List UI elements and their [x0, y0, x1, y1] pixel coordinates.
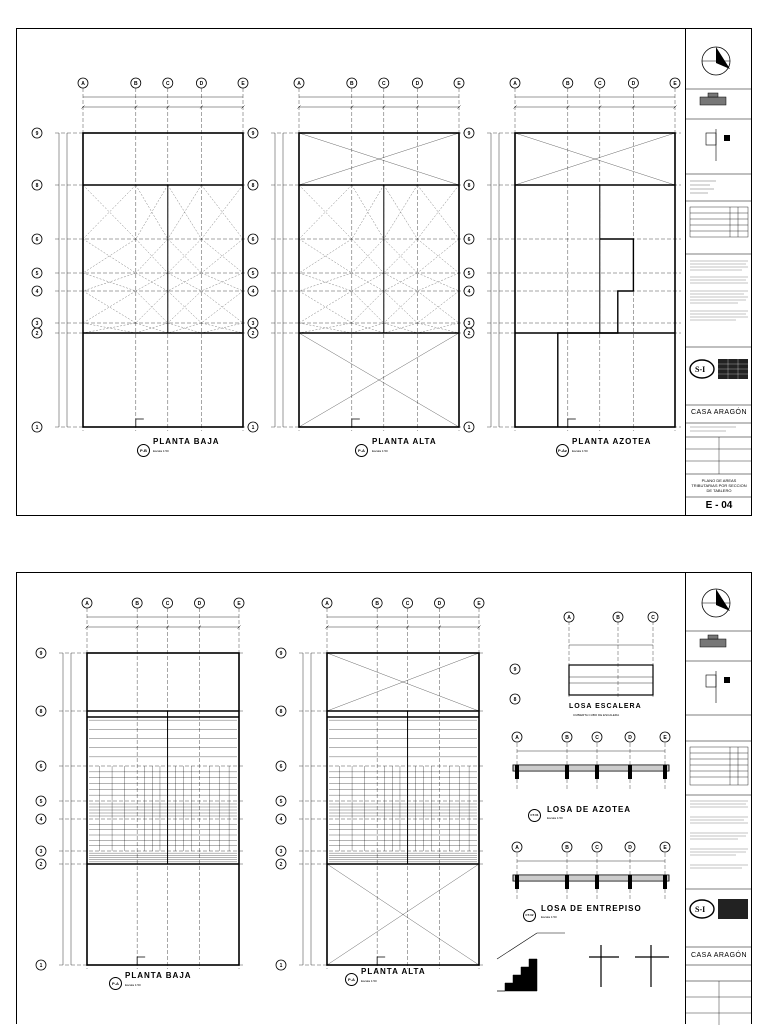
axis-bubble-b-label: B: [565, 845, 569, 851]
plan-tag: P-Az: [556, 444, 569, 457]
axis-bubble-b-label: B: [349, 81, 354, 87]
axis-bubble-d-label: D: [628, 845, 632, 851]
axis-bubble-4-label: 4: [279, 817, 283, 823]
axis-bubble-d-label: D: [415, 81, 420, 87]
axis-bubble-e-label: E: [237, 601, 241, 607]
axis-bubble-d-label: D: [199, 81, 204, 87]
axis-bubble-e-label: E: [673, 81, 677, 87]
axis-bubble-8-label: 8: [35, 183, 39, 189]
axis-bubble-1-label: 1: [251, 425, 255, 431]
beam-section: [515, 765, 519, 779]
plan-tag: P-B: [137, 444, 150, 457]
axis-bubble-3-label: 3: [251, 321, 255, 327]
section-scale: Escala 1:50: [541, 915, 557, 919]
axis-bubble-5-label: 5: [467, 271, 471, 277]
sheet-number: E - 04: [705, 500, 733, 511]
plan-scale: Escala 1:50: [125, 983, 141, 987]
axis-bubble-2-label: 2: [467, 331, 471, 337]
floor-slab-section: [513, 875, 669, 881]
axis-bubble-c-label: C: [165, 81, 170, 87]
beam-section: [663, 765, 667, 779]
axis-bubble-4-label: 4: [467, 289, 471, 295]
axis-bubble-d-label: D: [628, 735, 632, 741]
axis-bubble-e-label: E: [457, 81, 461, 87]
plan-scale: Escala 1:50: [572, 449, 588, 453]
stair-stringer: [497, 933, 537, 959]
slab-sections: [497, 612, 670, 991]
axis-bubble-3-label: 3: [467, 321, 471, 327]
section-title: LOSA DE AZOTEA: [547, 805, 632, 814]
drawing-sheet-2: [16, 572, 752, 1024]
svg-text:S-I: S-I: [695, 365, 706, 374]
axis-bubble-e-label: E: [477, 601, 481, 607]
plan-title: PLANTA ALTA: [361, 967, 426, 976]
plan-planta-alta: [248, 78, 465, 432]
firm-logo-icon: [690, 359, 748, 379]
beam-section: [595, 765, 599, 779]
axis-bubble-2-label: 2: [251, 331, 255, 337]
axis-bubble-c-label: C: [165, 601, 170, 607]
axis-bubble-6-label: 6: [279, 764, 283, 770]
beam-section: [663, 875, 667, 889]
framing-plan-planta-alta: [276, 598, 485, 970]
axis-bubble-b-label: B: [135, 601, 139, 607]
axis-bubble-a-label: A: [567, 615, 571, 621]
axis-bubble-c-label: C: [651, 615, 655, 621]
beam-section: [515, 875, 519, 889]
project-name: CASA ARAGÓN: [690, 952, 748, 959]
axis-bubble-d-label: D: [437, 601, 442, 607]
axis-bubble-5-label: 5: [39, 799, 43, 805]
plan-scale: Escala 1:50: [372, 449, 388, 453]
axis-bubble-a-label: A: [513, 81, 517, 87]
axis-bubble-4-label: 4: [251, 289, 255, 295]
beam-section: [595, 875, 599, 889]
door-jamb: [137, 957, 145, 965]
axis-bubble-9-label: 9: [39, 651, 43, 657]
axis-bubble-1-label: 1: [39, 963, 43, 969]
axis-bubble-a-label: A: [85, 601, 89, 607]
axis-bubble-2-label: 2: [35, 331, 39, 337]
tributary-line: [136, 291, 168, 323]
axis-bubble-b-label: B: [133, 81, 138, 87]
axis-bubble-c-label: C: [405, 601, 410, 607]
plan-scale: Escala 1:50: [361, 979, 377, 983]
axis-bubble-a-label: A: [81, 81, 85, 87]
axis-bubble-8-label: 8: [251, 183, 255, 189]
axis-bubble-c-label: C: [595, 735, 599, 741]
exterior-wall: [87, 653, 239, 965]
axis-bubble-1-label: 1: [279, 963, 283, 969]
plan-title: PLANTA AZOTEA: [572, 437, 652, 446]
door-jamb: [568, 419, 576, 427]
axis-bubble-9-label: 9: [513, 667, 517, 673]
axis-bubble-1-label: 1: [35, 425, 39, 431]
axis-bubble-e-label: E: [663, 735, 667, 741]
axis-bubble-6-label: 6: [39, 764, 43, 770]
plan-scale: Escala 1:50: [153, 449, 169, 453]
sheet-2-drawing: [17, 573, 753, 1025]
section-tag: CT-01: [528, 809, 541, 822]
axis-bubble-4-label: 4: [35, 289, 39, 295]
axis-bubble-b-label: B: [616, 615, 620, 621]
axis-bubble-a-label: A: [325, 601, 329, 607]
plan-tag: P-A: [355, 444, 368, 457]
section-scale: Escala 1:50: [547, 816, 563, 820]
axis-bubble-6-label: 6: [251, 237, 255, 243]
axis-bubble-5-label: 5: [279, 799, 283, 805]
axis-bubble-c-label: C: [595, 845, 599, 851]
sheet-description: PLANO DE AREAS TRIBUTARIAS POR SECCION DE TABLERO: [691, 478, 747, 493]
tributary-line: [136, 273, 168, 291]
beam-section: [565, 875, 569, 889]
beam-section: [565, 765, 569, 779]
door-jamb: [377, 957, 385, 965]
tributary-line: [299, 291, 352, 323]
exterior-wall: [83, 133, 243, 427]
axis-bubble-4-label: 4: [39, 817, 43, 823]
firm-logo-icon: [690, 899, 748, 919]
axis-bubble-8-label: 8: [513, 697, 517, 703]
axis-bubble-a-label: A: [515, 845, 519, 851]
section-title: LOSA ESCALERA: [569, 703, 642, 710]
axis-bubble-9-label: 9: [35, 131, 39, 137]
axis-bubble-3-label: 3: [39, 849, 43, 855]
axis-bubble-b-label: B: [375, 601, 379, 607]
plan-title: PLANTA BAJA: [125, 971, 192, 980]
title-block: [685, 29, 751, 515]
framing-plan-planta-baja: [36, 598, 245, 970]
section-subtitle: CUBIERTA CUBO DE ESCALERA: [573, 713, 620, 717]
door-jamb: [136, 419, 144, 427]
axis-bubble-6-label: 6: [467, 237, 471, 243]
axis-bubble-c-label: C: [597, 81, 602, 87]
title-block: [685, 573, 751, 1024]
tributary-line: [352, 291, 384, 323]
stair-slab-outline: [569, 665, 653, 695]
axis-bubble-c-label: C: [381, 81, 386, 87]
plan-tag: P-A: [109, 977, 122, 990]
axis-bubble-6-label: 6: [35, 237, 39, 243]
roof-slab-section: [513, 765, 669, 771]
axis-bubble-9-label: 9: [251, 131, 255, 137]
beam-section: [628, 875, 632, 889]
axis-bubble-e-label: E: [241, 81, 245, 87]
tributary-line: [83, 291, 136, 323]
axis-bubble-9-label: 9: [279, 651, 283, 657]
plan-tag: P-A: [345, 973, 358, 986]
axis-bubble-e-label: E: [663, 845, 667, 851]
axis-bubble-5-label: 5: [251, 271, 255, 277]
drawing-sheet-1: [16, 28, 752, 516]
axis-bubble-2-label: 2: [279, 862, 283, 868]
section-tag: CT-02: [523, 909, 536, 922]
axis-bubble-d-label: D: [197, 601, 202, 607]
section-title: LOSA DE ENTREPISO: [541, 904, 642, 913]
axis-bubble-8-label: 8: [39, 709, 43, 715]
plan-planta-azotea: [464, 78, 681, 432]
axis-bubble-a-label: A: [297, 81, 301, 87]
axis-bubble-8-label: 8: [279, 709, 283, 715]
north-arrow-icon: [702, 47, 730, 75]
tributary-line: [352, 273, 384, 291]
axis-bubble-b-label: B: [565, 735, 569, 741]
axis-bubble-3-label: 3: [35, 321, 39, 327]
exterior-wall: [327, 653, 479, 965]
axis-bubble-2-label: 2: [39, 862, 43, 868]
project-name: CASA ARAGÓN: [690, 409, 748, 416]
axis-bubble-5-label: 5: [35, 271, 39, 277]
axis-bubble-9-label: 9: [467, 131, 471, 137]
plan-planta-baja: [32, 78, 249, 432]
svg-text:S-I: S-I: [695, 905, 706, 914]
plan-title: PLANTA BAJA: [153, 437, 220, 446]
plan-title: PLANTA ALTA: [372, 437, 437, 446]
axis-bubble-8-label: 8: [467, 183, 471, 189]
title-block-graphics: [686, 29, 752, 517]
tributary-line: [83, 291, 136, 323]
axis-bubble-a-label: A: [515, 735, 519, 741]
axis-bubble-b-label: B: [565, 81, 570, 87]
axis-bubble-1-label: 1: [467, 425, 471, 431]
door-jamb: [352, 419, 360, 427]
north-arrow-icon: [702, 589, 730, 617]
axis-bubble-3-label: 3: [279, 849, 283, 855]
beam-section: [628, 765, 632, 779]
tributary-line: [299, 291, 352, 323]
axis-bubble-d-label: D: [631, 81, 636, 87]
stair-detail: [497, 959, 537, 991]
